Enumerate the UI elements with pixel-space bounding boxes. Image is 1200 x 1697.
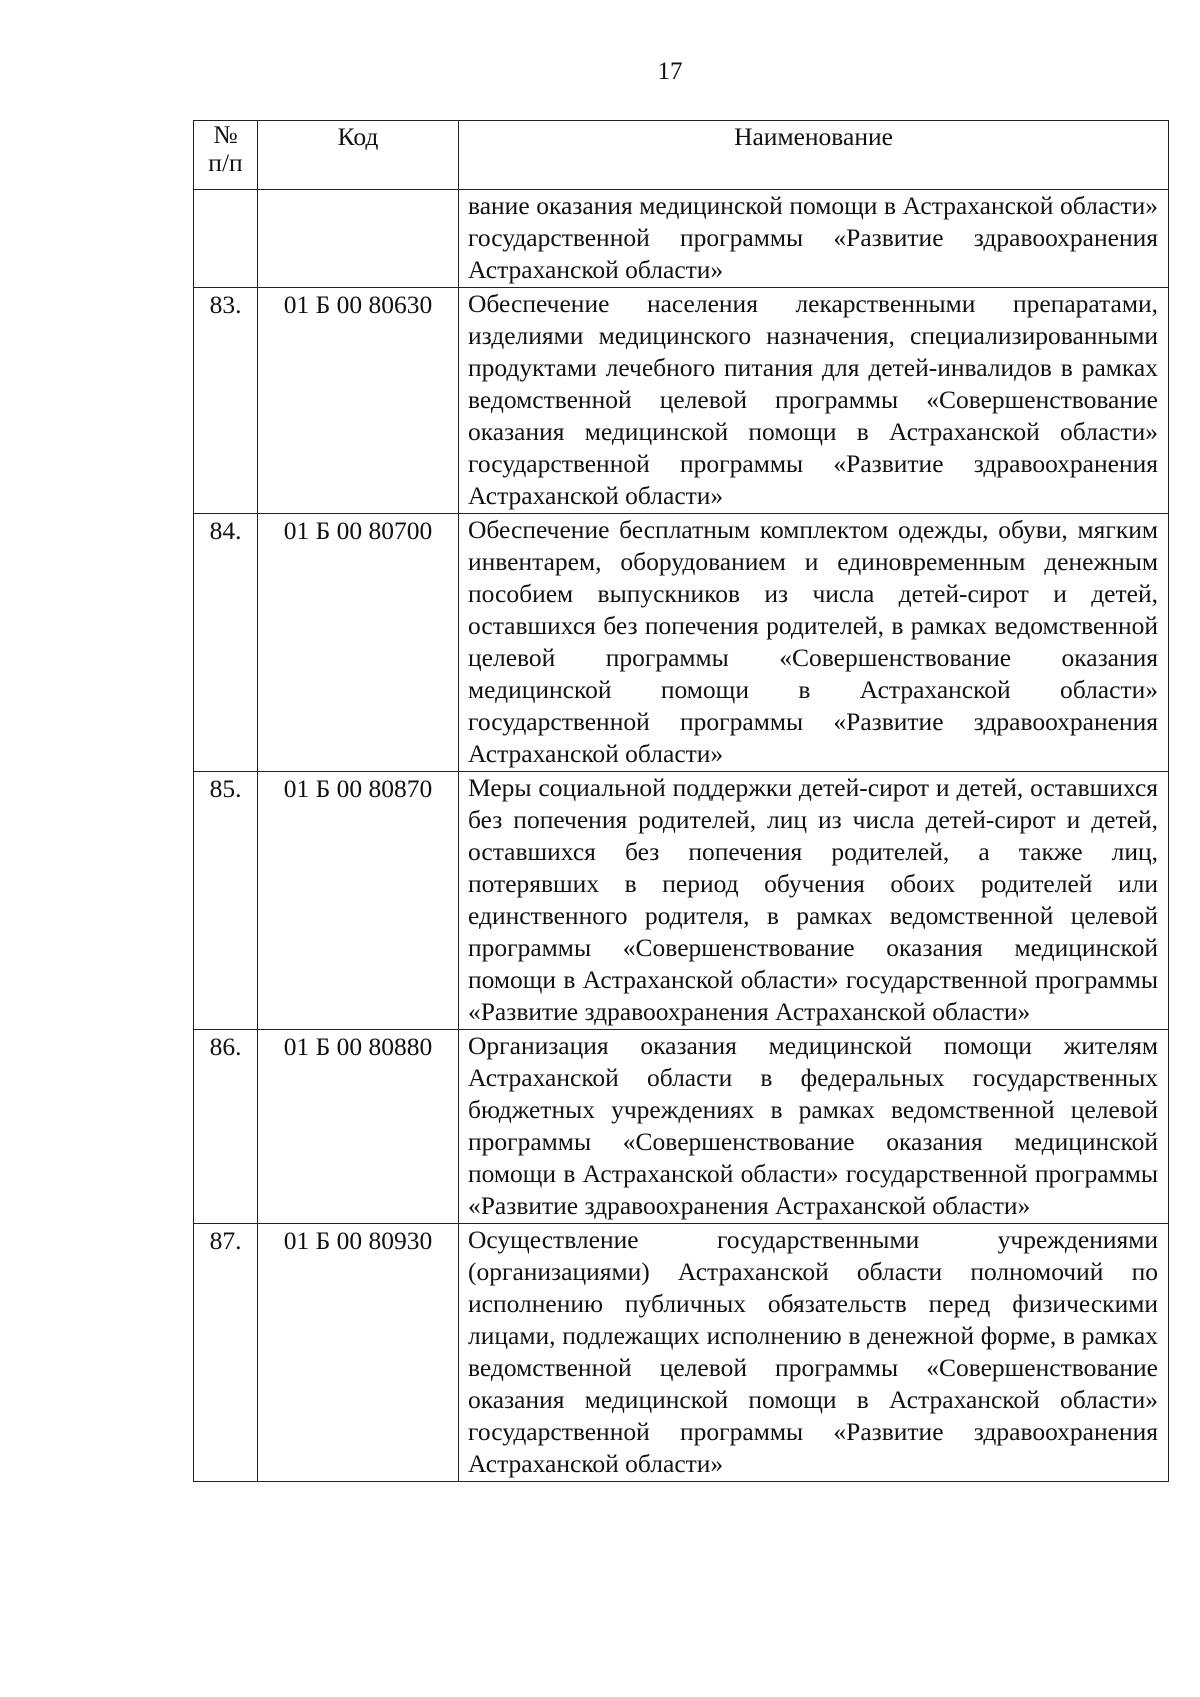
row-number: 83. <box>194 288 258 514</box>
row-number: 86. <box>194 1030 258 1224</box>
row-name: Обеспечение населения лекарственными препаратами, изделиями медицинского назначения, специализированными продуктами лечебного питания для детей-инвалидов в рамках ведомственной целевой программы «Совершенствование оказания медицинской помощи в Астраханской области» государственной программы «Развитие здравоохранения Астраханской области» <box>459 288 1169 514</box>
row-name: вание оказания медицинской помощи в Астраханской области» государственной программы «Развитие здравоохранения Астраханской области» <box>459 190 1169 288</box>
row-code: 01 Б 00 80930 <box>258 1224 459 1482</box>
column-header-number <box>194 121 258 190</box>
row-code: 01 Б 00 80630 <box>258 288 459 514</box>
row-number <box>194 190 258 288</box>
table-header <box>194 121 1169 190</box>
row-number: 84. <box>194 514 258 772</box>
table-row <box>194 1224 1169 1482</box>
table-row <box>194 772 1169 1030</box>
row-name: Организация оказания медицинской помощи жителям Астраханской области в федеральных государственных бюджетных учреждениях в рамках ведомственной целевой программы «Совершенствование оказания медицинской помощи в Астраханской области» государственной программы «Развитие здравоохранения Астраханской области» <box>459 1030 1169 1224</box>
row-number: 87. <box>194 1224 258 1482</box>
header-number-abbr: п/п <box>208 148 243 177</box>
budget-code-table <box>193 120 1169 1482</box>
row-number: 85. <box>194 772 258 1030</box>
row-code: 01 Б 00 80880 <box>258 1030 459 1224</box>
row-name: Осуществление государственными учреждениями (организациями) Астраханской области полномочий по исполнению публичных обязательств перед физическими лицами, подлежащих исполнению в денежной форме, в рамках ведомственной целевой программы «Совершенствование оказания медицинской помощи в Астраханской области» государственной программы «Развитие здравоохранения Астраханской области» <box>459 1224 1169 1482</box>
page-number: 17 <box>657 58 683 85</box>
column-header-name: Наименование <box>459 121 1169 190</box>
column-header-code: Код <box>258 121 459 190</box>
row-code: 01 Б 00 80700 <box>258 514 459 772</box>
row-code: 01 Б 00 80870 <box>258 772 459 1030</box>
row-name: Меры социальной поддержки детей-сирот и детей, оставшихся без попечения родителей, лиц из числа детей-сирот и детей, оставшихся без попечения родителей, а также лиц, потерявших в период обучения обоих родителей или единственного родителя, в рамках ведомственной целевой программы «Совершенствование оказания медицинской помощи в Астраханской области» государственной программы «Развитие здравоохранения Астраханской области» <box>459 772 1169 1030</box>
table-row <box>194 190 1169 288</box>
table-row <box>194 1030 1169 1224</box>
table-row <box>194 288 1169 514</box>
header-number-sign: № <box>213 120 238 149</box>
table-row <box>194 514 1169 772</box>
row-name: Обеспечение бесплатным комплектом одежды, обуви, мягким инвентарем, оборудованием и единовременным денежным пособием выпускников из числа детей-сирот и детей, оставшихся без попечения родителей, в рамках ведомственной целевой программы «Совершенствование оказания медицинской помощи в Астраханской области» государственной программы «Развитие здравоохранения Астраханской области» <box>459 514 1169 772</box>
row-code <box>258 190 459 288</box>
